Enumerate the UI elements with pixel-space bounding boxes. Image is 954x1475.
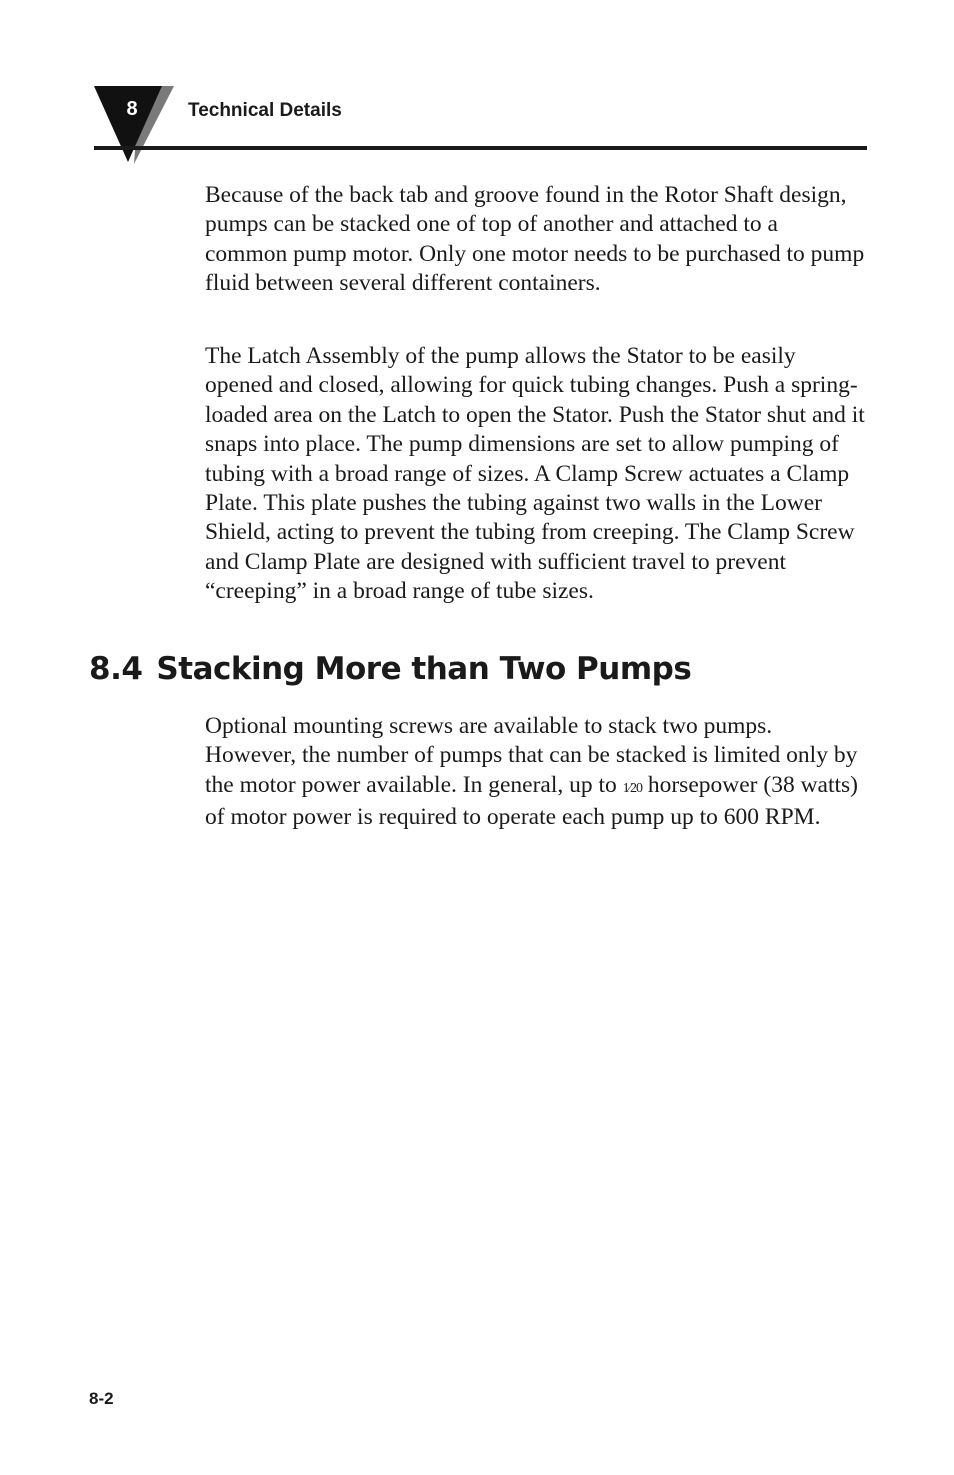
paragraph-stacking-text-1: Optional mounting screws are available to stack two pumps. However, the number of pumps that can be stacked is limited only by the motor power available. In general, up to [205,713,858,798]
page-number: 8-2 [89,1389,114,1408]
section-number: 8.4 [89,651,143,687]
paragraph-latch-assembly: The Latch Assembly of the pump allows the Stator to be easily opened and closed, allowing for quick tubing changes. Push a spring-loaded area on the Latch to open the Stator. Push the Stator shut and it snaps into place. The pump dimensions are set to allow pumping of tubing with a broad range of sizes. A Clamp Screw actuates a Clamp Plate. This plate pushes the tubing against two walls in the Lower Shield, acting to prevent the tubing from creeping. The Clamp Screw and Clamp Plate are designed with sufficient travel to prevent “creeping” in a broad range of tube sizes. [205,343,865,605]
horsepower-fraction: 1⁄20 [622,780,642,796]
chapter-number: 8 [126,98,138,120]
running-header-title: Technical Details [188,100,342,121]
paragraph-stacking-intro: Because of the back tab and groove found in the Rotor Shaft design, pumps can be stacked one of top of another and attached to a common pump motor. Only one motor needs to be purchased to pump fluid between several different containers. [205,182,865,297]
section-heading-8-4 [89,648,691,690]
paragraph-stacking-more [205,712,865,833]
section-title: Stacking More than Two Pumps [156,651,692,687]
header-divider [94,146,867,150]
paragraph-stacking-text-2: horsepower (38 watts) of motor power is required to operate each pump up to 600 RPM. [205,771,858,831]
